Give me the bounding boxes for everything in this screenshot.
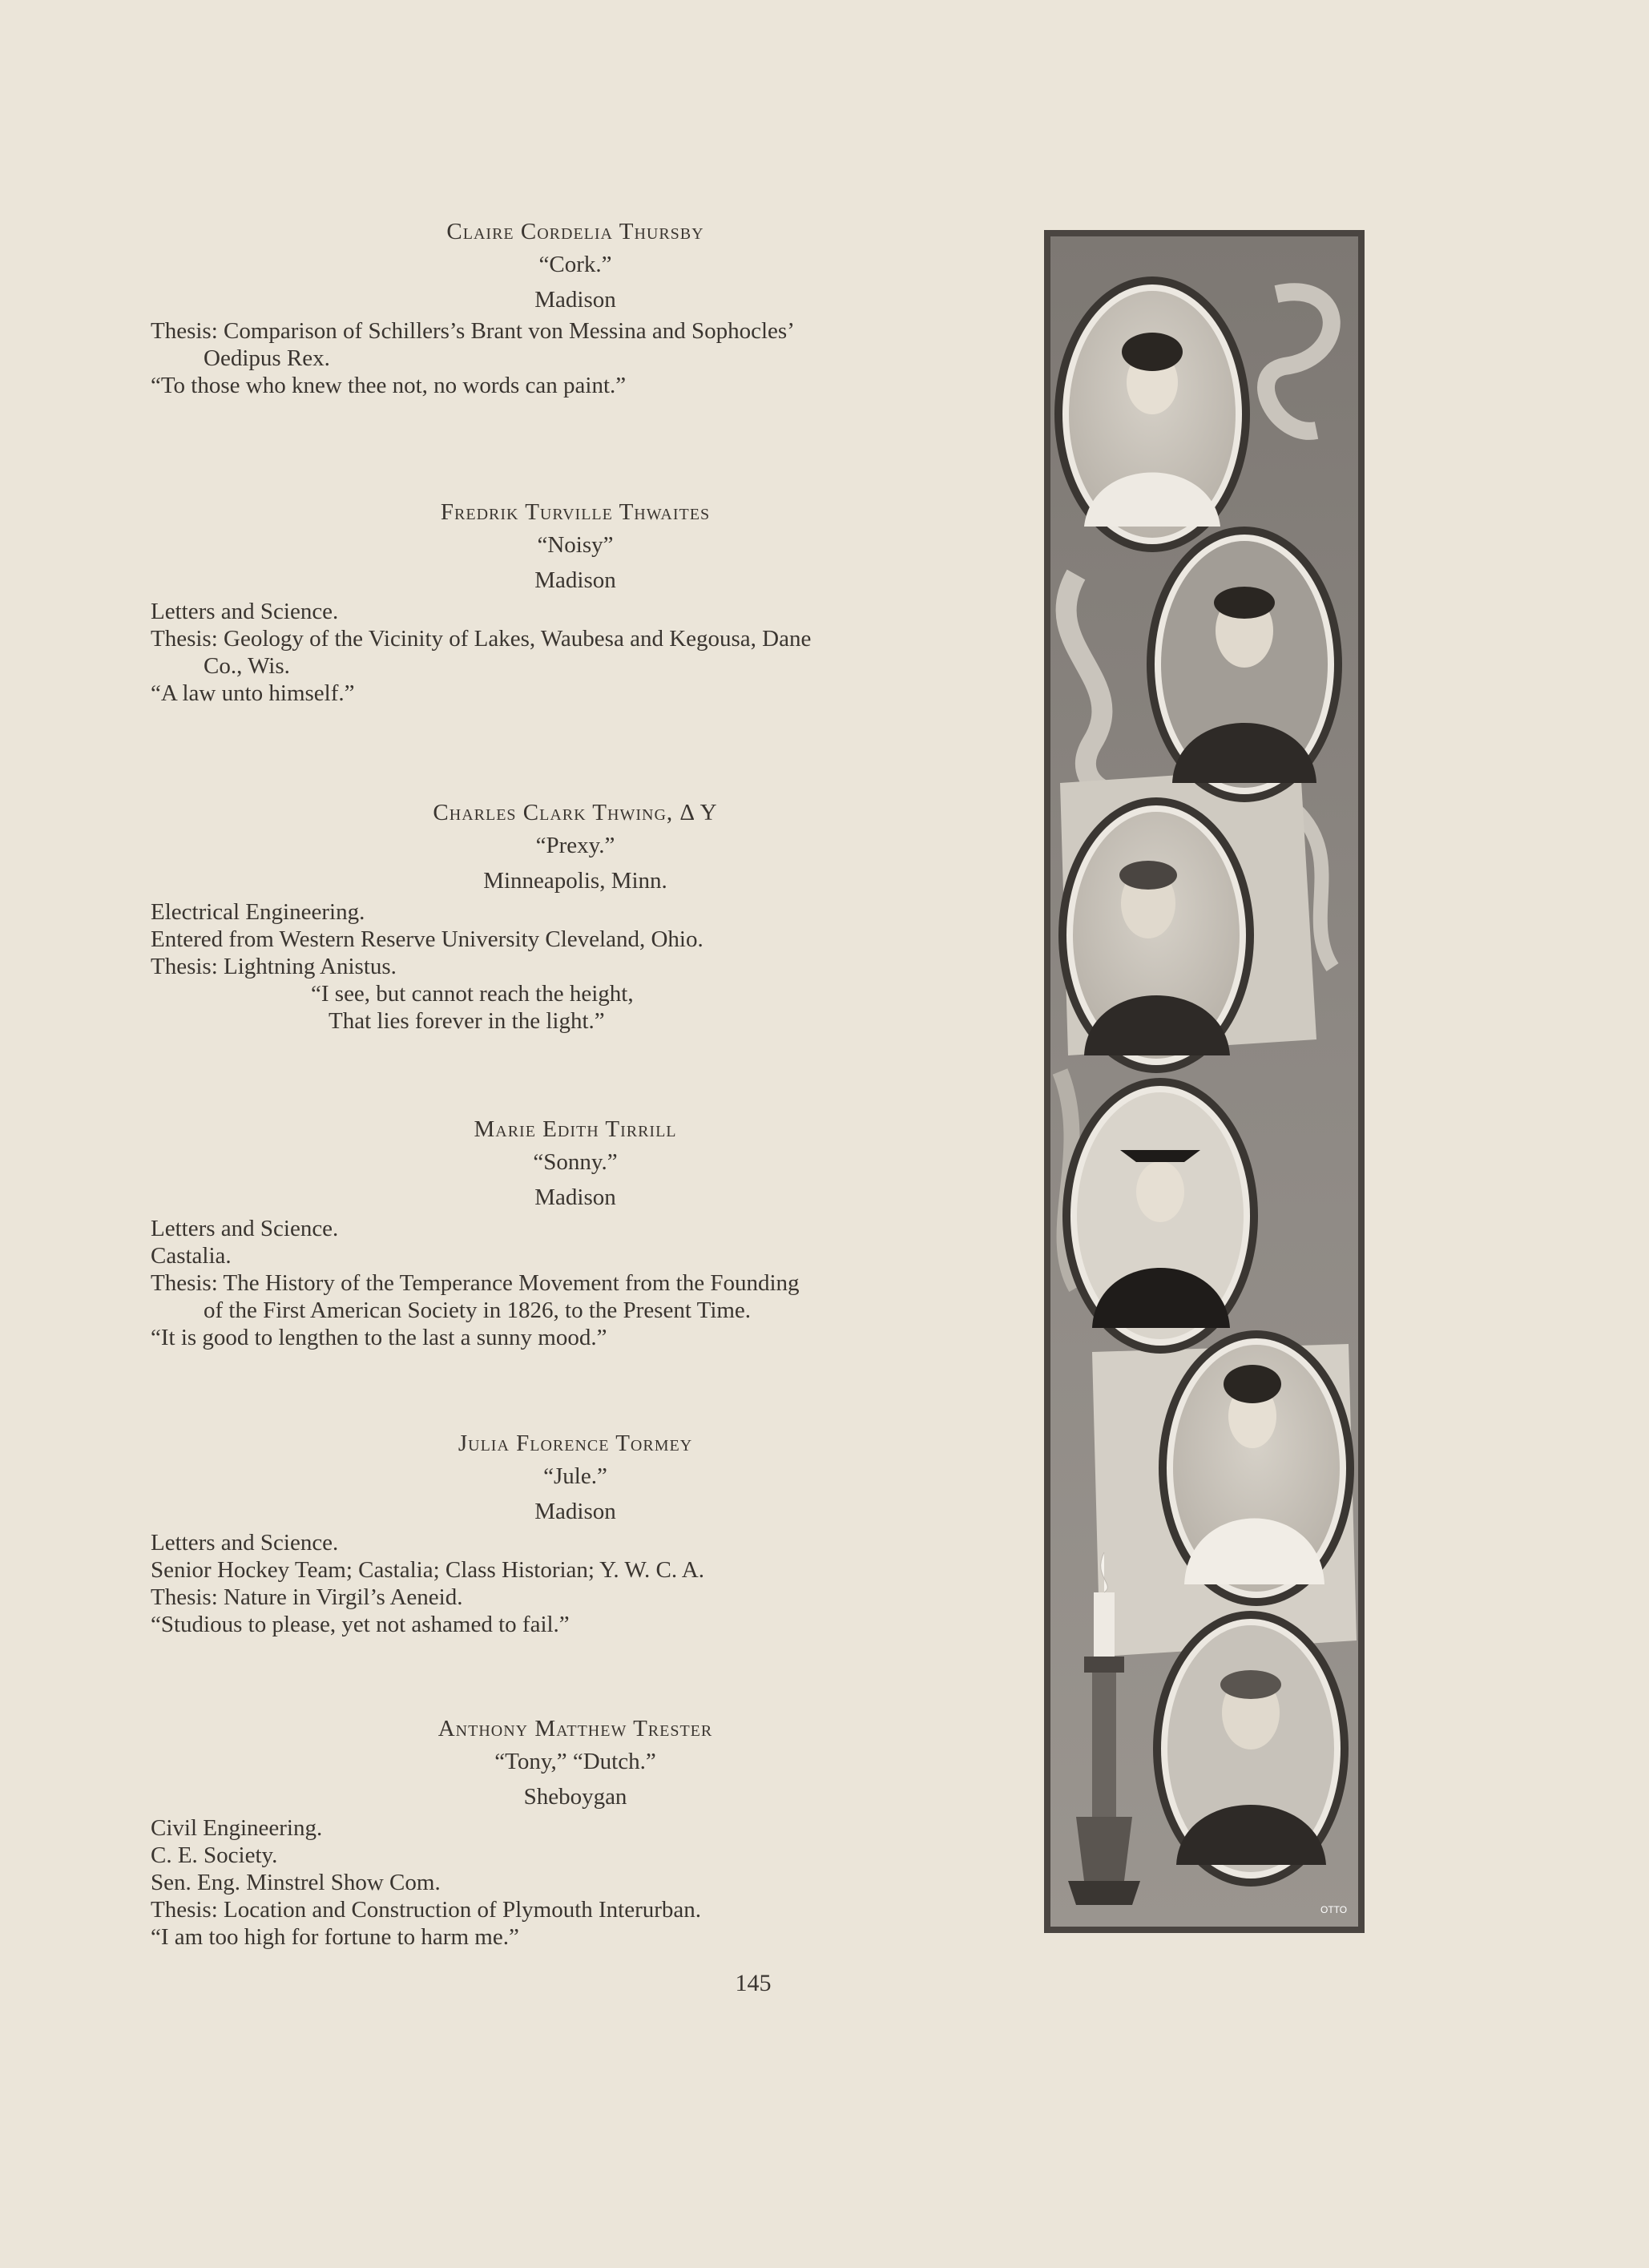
biography-line: Thesis: Comparison of Schillers’s Brant von Messina and Sophocles’ — [151, 318, 795, 344]
biography-entry — [151, 797, 1000, 1035]
student-name: Fredrik Turville Thwaites — [440, 499, 711, 525]
biography-line: Civil Engineering. — [151, 1815, 323, 1841]
artist-signature: OTTO — [1320, 1904, 1348, 1915]
biography-entry — [151, 216, 1000, 399]
biography-line: Letters and Science. — [151, 1216, 339, 1241]
student-hometown: Madison — [534, 1499, 616, 1524]
biography-line: Thesis: Nature in Virgil’s Aeneid. — [151, 1584, 463, 1610]
biography-line: Thesis: Location and Construction of Plymouth Interurban. — [151, 1897, 702, 1923]
biography-entry — [151, 497, 1000, 707]
portrait-frame — [1054, 276, 1250, 552]
student-hometown: Sheboygan — [523, 1784, 627, 1810]
student-nickname: “Jule.” — [543, 1463, 607, 1489]
biography-line: Letters and Science. — [151, 1530, 339, 1556]
student-hometown: Madison — [534, 567, 616, 593]
biography-line: That lies forever in the light.” — [329, 1008, 605, 1034]
portrait-frame — [1058, 797, 1254, 1073]
student-name: Charles Clark Thwing, Δ Υ — [433, 800, 718, 825]
biography-line: “I am too high for fortune to harm me.” — [151, 1924, 519, 1950]
biography-entry — [151, 1713, 1000, 1951]
biography-entry — [151, 1428, 1000, 1638]
biography-line: “A law unto himself.” — [151, 680, 355, 706]
biography-line: “To those who knew thee not, no words can paint.” — [151, 373, 627, 398]
biography-line: Thesis: Lightning Anistus. — [151, 954, 397, 979]
biography-line: Entered from Western Reserve University Cleveland, Ohio. — [151, 926, 704, 952]
biography-line: C. E. Society. — [151, 1842, 278, 1868]
biography-line: “I see, but cannot reach the height, — [311, 981, 634, 1007]
student-name: Anthony Matthew Trester — [437, 1716, 713, 1741]
student-nickname: “Cork.” — [538, 252, 612, 277]
student-hometown: Madison — [534, 1184, 616, 1210]
student-hometown: Minneapolis, Minn. — [483, 868, 667, 894]
student-nickname: “Sonny.” — [533, 1149, 618, 1175]
student-nickname: “Tony,” “Dutch.” — [494, 1749, 656, 1774]
student-nickname: “Noisy” — [537, 532, 614, 558]
biography-line: Oedipus Rex. — [204, 345, 330, 371]
student-name: Julia Florence Tormey — [458, 1431, 693, 1456]
page-number: 145 — [735, 1970, 772, 1996]
biography-line: Letters and Science. — [151, 599, 339, 624]
biography-line: Castalia. — [151, 1243, 232, 1269]
biography-line: Sen. Eng. Minstrel Show Com. — [151, 1870, 441, 1895]
student-hometown: Madison — [534, 287, 616, 313]
biography-line: Thesis: The History of the Temperance Movement from the Founding — [151, 1270, 800, 1296]
student-name: Claire Cordelia Thursby — [446, 219, 704, 244]
biography-line: Co., Wis. — [204, 653, 290, 679]
biography-entry — [151, 1114, 1000, 1351]
student-nickname: “Prexy.” — [535, 833, 615, 858]
biography-line: “It is good to lengthen to the last a sunny mood.” — [151, 1325, 607, 1350]
biography-line: Electrical Engineering. — [151, 899, 365, 925]
biography-line: Senior Hockey Team; Castalia; Class Historian; Y. W. C. A. — [151, 1557, 704, 1583]
portrait-frame — [1159, 1330, 1354, 1606]
portrait-panel — [1044, 230, 1365, 1933]
biography-line: Thesis: Geology of the Vicinity of Lakes, Waubesa and Kegousa, Dane — [151, 626, 812, 652]
student-name: Marie Edith Tirrill — [474, 1116, 677, 1142]
portrait-frame — [1062, 1078, 1258, 1354]
biography-line: of the First American Society in 1826, to the Present Time. — [204, 1297, 752, 1323]
biography-line: “Studious to please, yet not ashamed to fail.” — [151, 1612, 570, 1637]
portrait-frame — [1147, 527, 1342, 802]
portrait-frame — [1153, 1611, 1349, 1887]
